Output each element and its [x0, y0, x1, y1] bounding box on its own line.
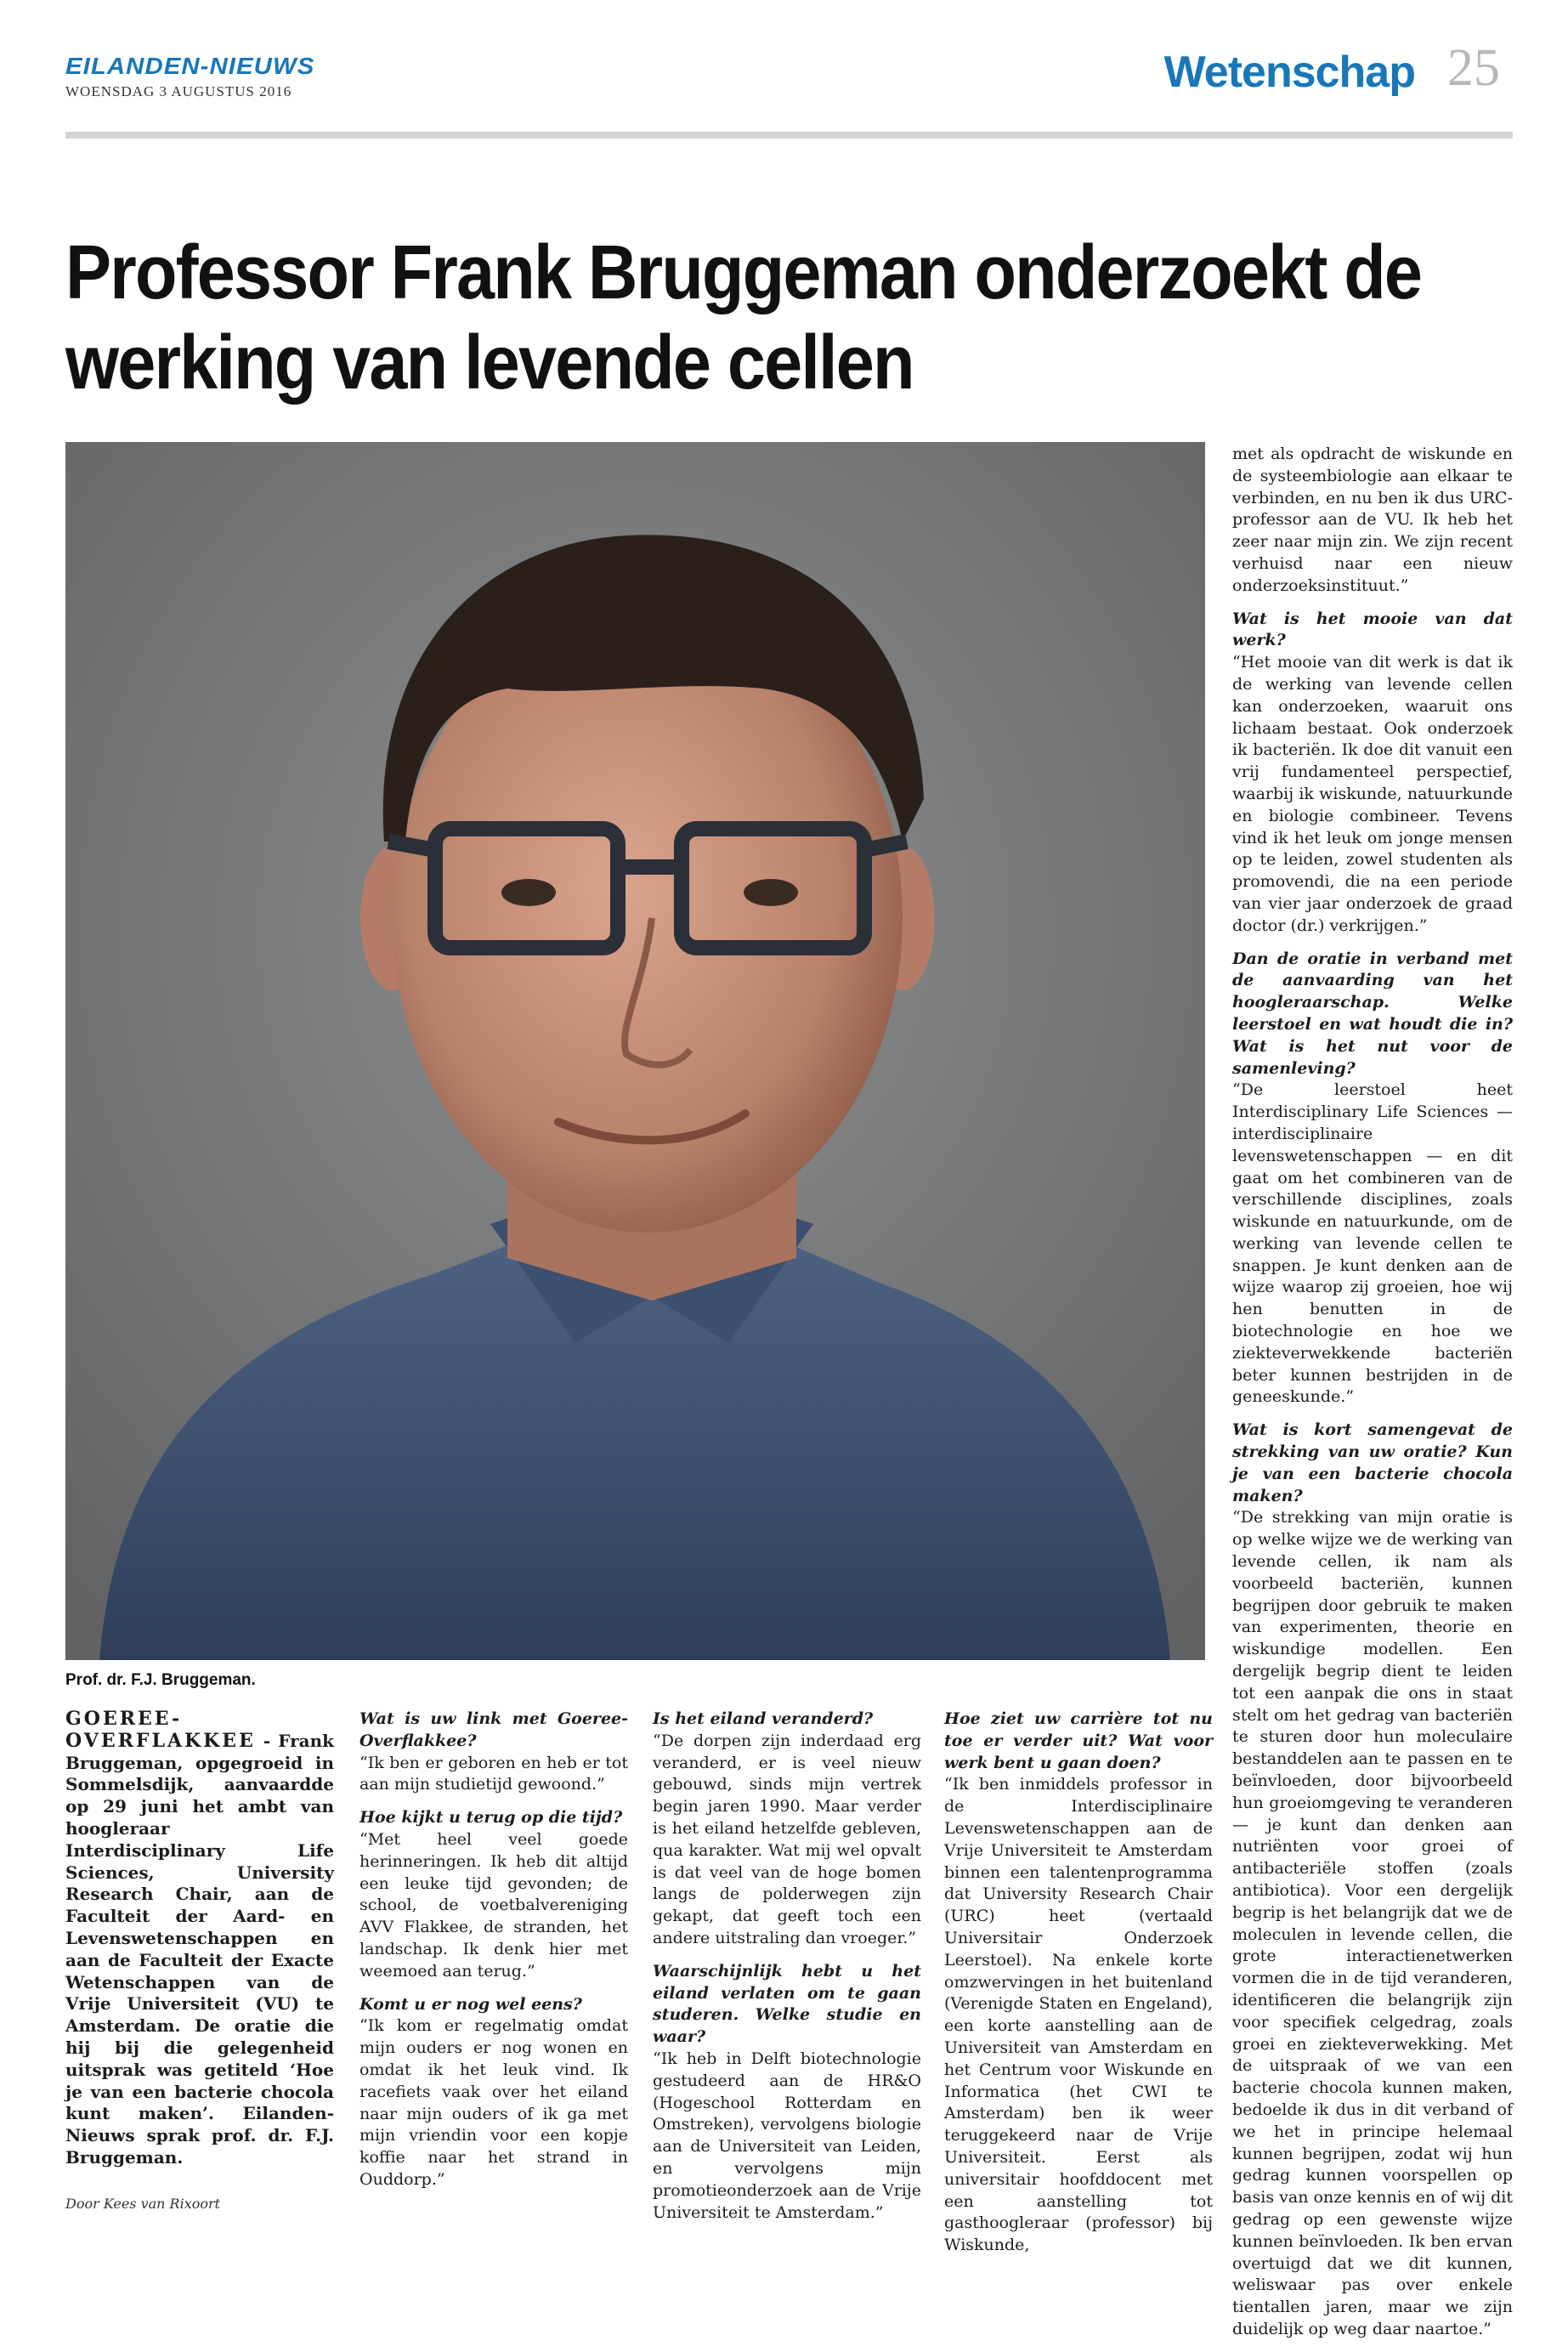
article-column-right — [1232, 444, 1513, 2352]
article-intro — [65, 1709, 334, 2169]
intro-text: - Frank Bruggeman, opgegroeid in Sommelsdijk, aanvaardde op 29 juni het ambt van hoogleraar Interdisciplinary Life Sciences, University Research Chair, aan de Faculteit der Aard- en Levenswetenschappen en aan de Faculteit der Exacte Wetenschappen van de Vrije Universiteit (VU) te Amsterdam. De oratie die hij bij die gelegenheid uitsprak was getiteld ‘Hoe je van een bacterie chocola kunt maken’. Eilanden-Nieuws sprak prof. dr. F.J. Bruggeman. — [65, 1730, 334, 2168]
page-number: 25 — [1447, 39, 1500, 97]
interview-answer: “Met heel veel goede herinneringen. Ik heb dit altijd een leuke tijd gevonden; de school, de voetbalvereniging AVV Flakkee, de stranden, het landschap. Ik denk hier met weemoed aan terug.” — [359, 1829, 628, 1981]
portrait-photo — [65, 442, 1205, 1660]
paragraph: met als opdracht de wiskunde en de systeembiologie aan elkaar te verbinden, en nu ben ik dus URC-professor aan de VU. Ik heb het zeer naar mijn zin. We zijn recent verhuisd naar een nieuw onderzoeksinstituut.” — [1232, 445, 1513, 595]
interview-answer: “Ik ben inmiddels professor in de Interdisciplinaire Levenswetenschappen aan de Vrije Universiteit te Amsterdam binnen een talentenprogramma dat University Research Chair (URC) heet (vertaald Universitair Onderzoek Leerstoel). Na enkele korte omzwervingen in het buitenland (Verenigde Staten en Engeland), een korte aanstelling aan de Universiteit van Amsterdam en het Centrum voor Wiskunde en Informatica (het CWI te Amsterdam) ben ik weer teruggekeerd naar de Vrije Universiteit. Eerst als universitair hoofddocent met een aanstelling tot gasthoogleraar (professor) bij Wiskunde, — [944, 1775, 1213, 2255]
header-rule — [65, 132, 1513, 139]
headline-line-2: werking van levende cellen — [65, 320, 914, 405]
issue-date: WOENSDAG 3 AUGUSTUS 2016 — [65, 83, 292, 99]
section-title: Wetenschap — [1163, 48, 1415, 97]
photo-caption: Prof. dr. F.J. Bruggeman. — [65, 1671, 256, 1689]
qa-block — [1232, 609, 1513, 938]
qa-block — [359, 1709, 628, 1796]
qa-block — [359, 1994, 628, 2191]
article-column-1 — [65, 1709, 334, 2215]
interview-question: Wat is het mooie van dat werk? — [1232, 609, 1513, 650]
interview-question: Dan de oratie in verband met de aanvaarding van het hoogleraarschap. Welke leerstoel en wat houdt die in? Wat is het nut voor de samenleving? — [1232, 949, 1513, 1078]
dateline-place: GOEREE-OVERFLAKKEE — [65, 1708, 256, 1752]
interview-question: Wat is kort samengevat de strekking van uw oratie? Kun je van een bacterie chocola maken? — [1232, 1420, 1513, 1505]
interview-question: Hoe kijkt u terug op die tijd? — [359, 1808, 623, 1828]
newspaper-masthead: EILANDEN-NIEUWS — [65, 53, 315, 79]
interview-question: Hoe ziet uw carrière tot nu toe er verder uit? Wat voor werk bent u gaan doen? — [944, 1709, 1213, 1772]
interview-answer: “Ik heb in Delft biotechnologie gestudeerd aan de HR&O (Hogeschool Rotterdam en Omstreken), vervolgens biologie aan de Universiteit van Leiden, en vervolgens mijn promotieonderzoek aan de Vrije Universiteit te Amsterdam.” — [653, 2049, 921, 2222]
article-column-3 — [653, 1709, 921, 2235]
qa-block — [944, 1709, 1213, 2257]
interview-answer: “Ik ben er geboren en heb er tot aan mijn studietijd gewoond.” — [359, 1753, 628, 1794]
interview-question: Wat is uw link met Goeree-Overflakkee? — [359, 1709, 628, 1750]
qa-block — [1232, 1420, 1513, 2340]
interview-question: Komt u er nog wel eens? — [359, 1994, 582, 2014]
article-column-2 — [359, 1709, 628, 2202]
qa-block — [1232, 949, 1513, 1409]
article-headline — [65, 228, 1511, 408]
qa-block — [653, 1709, 921, 1950]
article-column-4 — [944, 1709, 1213, 2268]
interview-answer: “De leerstoel heet Interdisciplinary Life Sciences — interdisciplinaire levenswetenschappen — en dit gaat om het combineren van de verschillende disciplines, zoals wiskunde en natuurkunde, om de werking van levende cellen te snappen. Je kunt denken aan de wijze waarop zij groeien, hoe wij hen benutten in de biotechnologie en hoe we ziekteverwekkende bacteriën beter kunnen bestrijden in de geneeskunde.” — [1232, 1080, 1513, 1407]
interview-question: Waarschijnlijk hebt u het eiland verlaten om te gaan studeren. Welke studie en waar? — [653, 1961, 921, 2047]
interview-answer: “Ik kom er regelmatig omdat mijn ouders er nog wonen en omdat ik het leuk vind. Ik racefiets vaak over het eiland naar mijn ouders of ik ga met mijn vriendin voor een kopje koffie naar het strand in Ouddorp.” — [359, 2016, 628, 2189]
byline: Door Kees van Rixoort — [65, 2195, 221, 2212]
interview-answer: “De strekking van mijn oratie is op welke wijze we de werking van levende cellen, ik nam als voorbeeld bacteriën, kunnen begrijpen door gebruik te maken van experimenten, theorie en wiskundige modellen. Een dergelijk begrip dient te leiden tot een aanpak die ons in staat stelt om het gedrag van bacteriën te sturen door hun moleculaire bestanddelen aan te passen en te beïnvloeden, door bijvoorbeeld hun groeiomgeving te veranderen — je kunt dan denken aan nutriënten voor groei of antibacteriële stoffen (zoals antibiotica). Voor een dergelijk begrip is het belangrijk dat we de moleculen in levende cellen, die grote interactienetwerken vormen die in de tijd veranderen, identificeren die belangrijk zijn voor specifiek celgedrag, zoals groei en ziekteverwekking. Met de uitspraak of we van een bacterie chocola kunnen maken, bedoelde ik dus in dit verband of we het in principe helemaal kunnen begrijpen, zodat wij hun gedrag kunnen voorspellen op basis van onze kennis en of wij dit gedrag op een gewenste wijze kunnen beïnvloeden. Ik ben ervan overtuigd dat we dit kunnen, weliswaar pas over enkele tientallen jaren, maar we zijn duidelijk op weg daar naartoe.” — [1232, 1508, 1513, 2338]
qa-block — [359, 1807, 628, 1982]
interview-answer: “Het mooie van dit werk is dat ik de werking van levende cellen kan onderzoeken, waaruit ons lichaam bestaat. Ook onderzoek ik bacteriën. Ik doe dit vanuit een vrij fundamenteel perspectief, waarbij ik wiskunde, natuurkunde en biologie combineer. Tevens vind ik het leuk om jonge mensen op te leiden, zowel studenten als promovendi, die na een periode van vier jaar onderzoek de graad doctor (dr.) verkrijgen.” — [1232, 653, 1513, 935]
headline-line-1: Professor Frank Bruggeman onderzoekt de — [65, 230, 1422, 315]
qa-block — [653, 1961, 921, 2224]
interview-answer: “De dorpen zijn inderdaad erg veranderd, er is veel nieuw gebouwd, sinds mijn vertrek begin jaren 1990. Maar verder is het eiland hetzelfde gebleven, qua karakter. Wat mij wel opvalt is dat veel van de hoge bomen langs de polderwegen zijn gekapt, dat geeft toch een andere uitstraling dan vroeger.” — [653, 1731, 921, 1947]
interview-question: Is het eiland veranderd? — [653, 1709, 874, 1728]
